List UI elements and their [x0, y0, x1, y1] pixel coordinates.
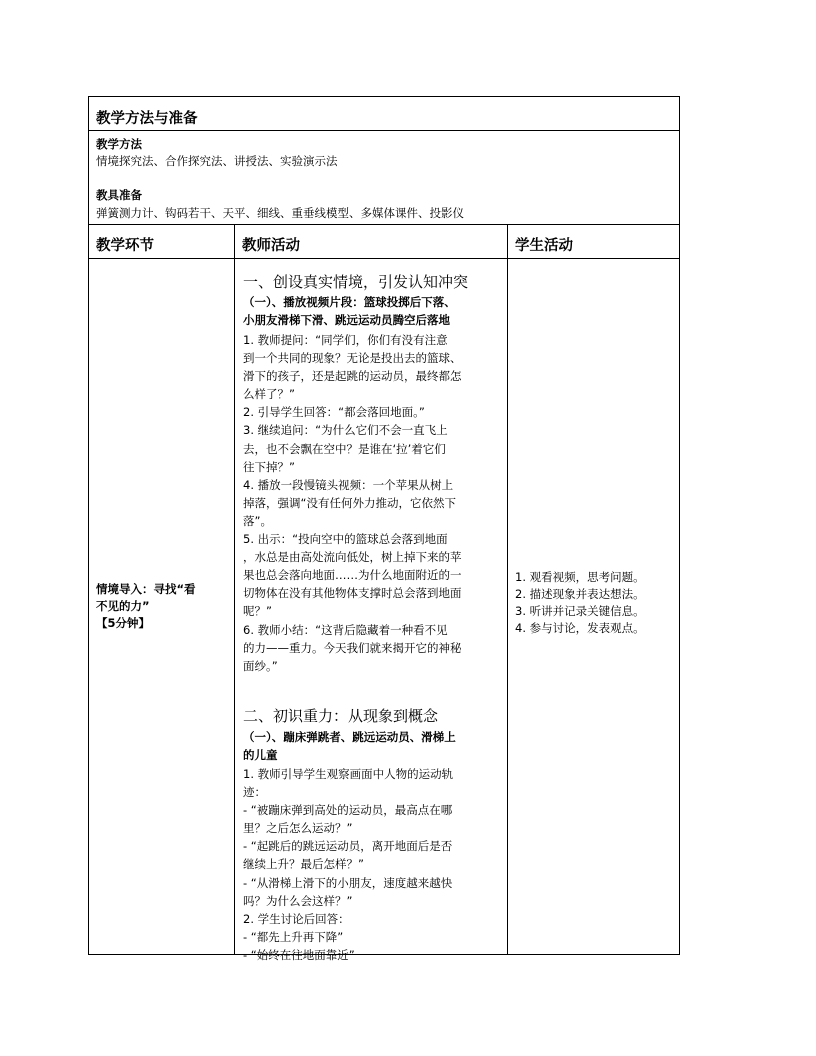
text-line: 6. 教师小结：“这背后隐藏着一种看不见	[243, 622, 448, 637]
text-line: 到一个共同的现象？无论是投出去的篮球、	[243, 351, 462, 366]
text-line: 2. 引导学生回答：“都会落回地面。”	[243, 405, 425, 420]
text-line: - “始终在往地面靠近”	[243, 947, 355, 962]
col-divider-1	[234, 224, 235, 954]
text-line: 的力——重力。今天我们就来揭开它的神秘	[243, 640, 462, 655]
part1-title: 一、创设真实情境，引发认知冲突	[243, 273, 469, 291]
student-item: 3. 听讲并记录关键信息。	[515, 604, 645, 618]
col-divider-2	[507, 224, 508, 954]
text-line: 么样了？”	[243, 387, 295, 402]
text-line: 1. 教师引导学生观察画面中人物的运动轨	[243, 767, 454, 781]
text-line: 往下掉？”	[243, 459, 295, 474]
text-line: ，水总是由高处流向低处，树上掉下来的苹	[243, 550, 462, 565]
student-item: 4. 参与讨论，发表观点。	[515, 621, 645, 635]
title-divider	[89, 130, 679, 131]
part2-subtitle	[243, 728, 456, 764]
text-line: - “都先上升再下降”	[243, 929, 344, 944]
col-header-student: 学生活动	[515, 238, 573, 254]
part2-subtitle-line: 的儿童	[243, 748, 278, 763]
stage-duration: 【5分钟】	[96, 616, 151, 630]
text-line: 4. 播放一段慢镜头视频：一个苹果从树上	[243, 477, 454, 492]
text-line: 果也总会落向地面……为什么地面附近的一	[243, 568, 462, 583]
text-line: 切物体在没有其他物体支撑时总会落到地面	[243, 586, 462, 601]
part1-subtitle-line: 小朋友滑梯下滑、跳远运动员腾空后落地	[243, 313, 450, 328]
text-line: 5. 出示：“投向空中的篮球总会落到地面	[243, 532, 448, 547]
text-line: - “起跳后的跳远运动员，离开地面后是否	[243, 839, 453, 854]
text-line: - “从滑梯上滑下的小朋友，速度越来越快	[243, 875, 453, 890]
part1-subtitle-line: （一）、播放视频片段：篮球投掷后下落、	[243, 295, 456, 309]
methods-text: 情境探究法、合作探究法、讲授法、实验演示法	[96, 154, 338, 168]
tools-heading: 教具准备	[96, 188, 142, 202]
col-header-teacher: 教师活动	[242, 238, 300, 254]
part1-body	[243, 331, 462, 675]
text-line: 里？之后怎么运动？”	[243, 821, 353, 836]
text-line: 去，也不会飘在空中？是谁在‘拉’着它们	[243, 441, 446, 456]
stage-line-2: 不见的力”	[96, 599, 150, 613]
text-line: 2. 学生讨论后回答：	[243, 911, 350, 926]
part2-subtitle-line: （一）、蹦床弹跳者、跳远运动员、滑梯上	[243, 730, 456, 744]
stage-line-1: 情境导入：寻找“看	[96, 582, 196, 596]
text-line: - “被蹦床弹到高处的运动员，最高点在哪	[243, 803, 453, 818]
methods-heading: 教学方法	[96, 137, 142, 151]
text-line: 吗？为什么会这样？”	[243, 893, 353, 908]
header-top-divider	[89, 224, 679, 225]
student-item: 1. 观看视频，思考问题。	[515, 570, 645, 584]
header-bottom-divider	[89, 258, 679, 259]
text-line: 3. 继续追问：“为什么它们不会一直飞上	[243, 423, 448, 438]
part2-body	[243, 765, 453, 964]
part2-title: 二、初识重力：从现象到概念	[243, 707, 439, 725]
part1-subtitle	[243, 293, 456, 329]
text-line: 呢？”	[243, 604, 272, 619]
text-line: 继续上升？最后怎样？”	[243, 857, 364, 872]
tools-text: 弹簧测力计、钩码若干、天平、细线、重垂线模型、多媒体课件、投影仪	[96, 206, 464, 220]
col-header-stage: 教学环节	[96, 238, 154, 254]
text-line: 1. 教师提问：“同学们，你们有没有注意	[243, 333, 448, 347]
text-line: 面纱。”	[243, 658, 278, 673]
text-line: 滑下的孩子，还是起跳的运动员，最终都怎	[243, 369, 462, 384]
student-item: 2. 描述现象并表达想法。	[515, 587, 645, 601]
text-line: 迹：	[243, 785, 266, 800]
lesson-plan-table	[88, 96, 680, 962]
text-line: 落”。	[243, 513, 272, 528]
student-activity-list	[515, 570, 645, 638]
text-line: 掉落，强调“没有任何外力推动，它依然下	[243, 495, 456, 510]
section-title: 教学方法与准备	[96, 111, 198, 127]
